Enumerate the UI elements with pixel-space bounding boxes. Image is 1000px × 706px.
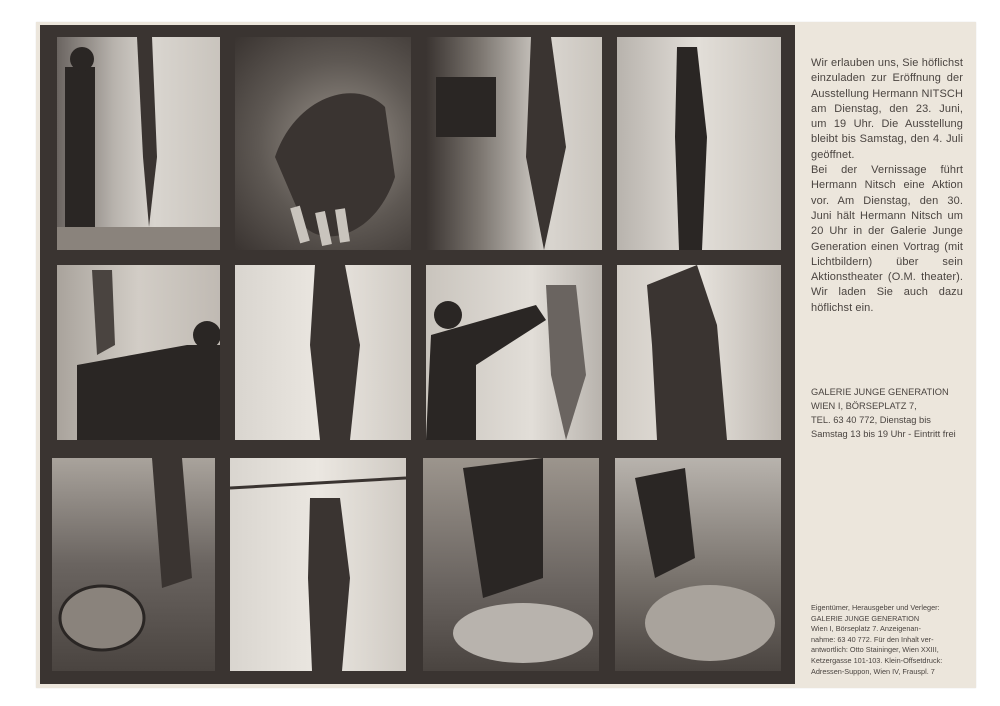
gallery-address bbox=[811, 385, 963, 441]
imprint bbox=[811, 603, 967, 677]
imprint-line: Adressen-Suppon, Wien IV, Frauspl. 7 bbox=[811, 666, 935, 676]
imprint-line: Ketzergasse 101-103. Klein-Offsetdruck: bbox=[811, 655, 943, 665]
photo-6 bbox=[235, 265, 411, 440]
gallery-hours: Samstag 13 bis 19 Uhr - Eintritt frei bbox=[811, 429, 956, 439]
photo-12 bbox=[615, 458, 781, 671]
imprint-line: antwortlich: Otto Staininger, Wien XXIII, bbox=[811, 645, 939, 655]
photo-3 bbox=[426, 37, 602, 250]
photo-9 bbox=[52, 458, 215, 671]
photo-grid bbox=[40, 25, 795, 684]
photo-5 bbox=[57, 265, 220, 440]
photo-4 bbox=[617, 37, 781, 250]
imprint-line: nahme: 63 40 772. Für den Inhalt ver- bbox=[811, 634, 934, 644]
invitation-paragraph-1: Wir erlauben uns, Sie höflichst einzuladen zur Eröffnung der Ausstellung Hermann NITSCH am Dienstag, den 23. Juni, um 19 Uhr. Die Ausstellung bleibt bis Samstag, den 4. Juli geöffnet. bbox=[811, 57, 963, 161]
photo-7 bbox=[426, 265, 602, 440]
photo-2 bbox=[235, 37, 411, 250]
invitation-paragraph-2: Bei der Vernissage führt Hermann Nitsch eine Aktion vor. Am Dienstag, den 30. Juni hält Hermann Nitsch um 20 Uhr in der Galerie Junge Generation einen Vortrag (mit Lichtbildern) über sein Aktionstheater (O.M. theater). Wir laden Sie auch dazu höflichst ein. bbox=[811, 164, 963, 314]
gallery-phone: TEL. 63 40 772, Dienstag bis bbox=[811, 415, 931, 425]
gallery-street: WIEN I, BÖRSEPLATZ 7, bbox=[811, 401, 917, 411]
photo-11 bbox=[423, 458, 599, 671]
photo-10 bbox=[230, 458, 406, 671]
imprint-line: Eigentümer, Herausgeber und Verleger: bbox=[811, 603, 940, 612]
imprint-line: GALERIE JUNGE GENERATION bbox=[811, 613, 920, 623]
photo-1 bbox=[57, 37, 220, 250]
gallery-name: GALERIE JUNGE GENERATION bbox=[811, 387, 949, 397]
imprint-line: Wien I, Börseplatz 7. Anzeigenan- bbox=[811, 624, 921, 634]
invitation-text bbox=[811, 56, 963, 316]
photo-8 bbox=[617, 265, 781, 440]
